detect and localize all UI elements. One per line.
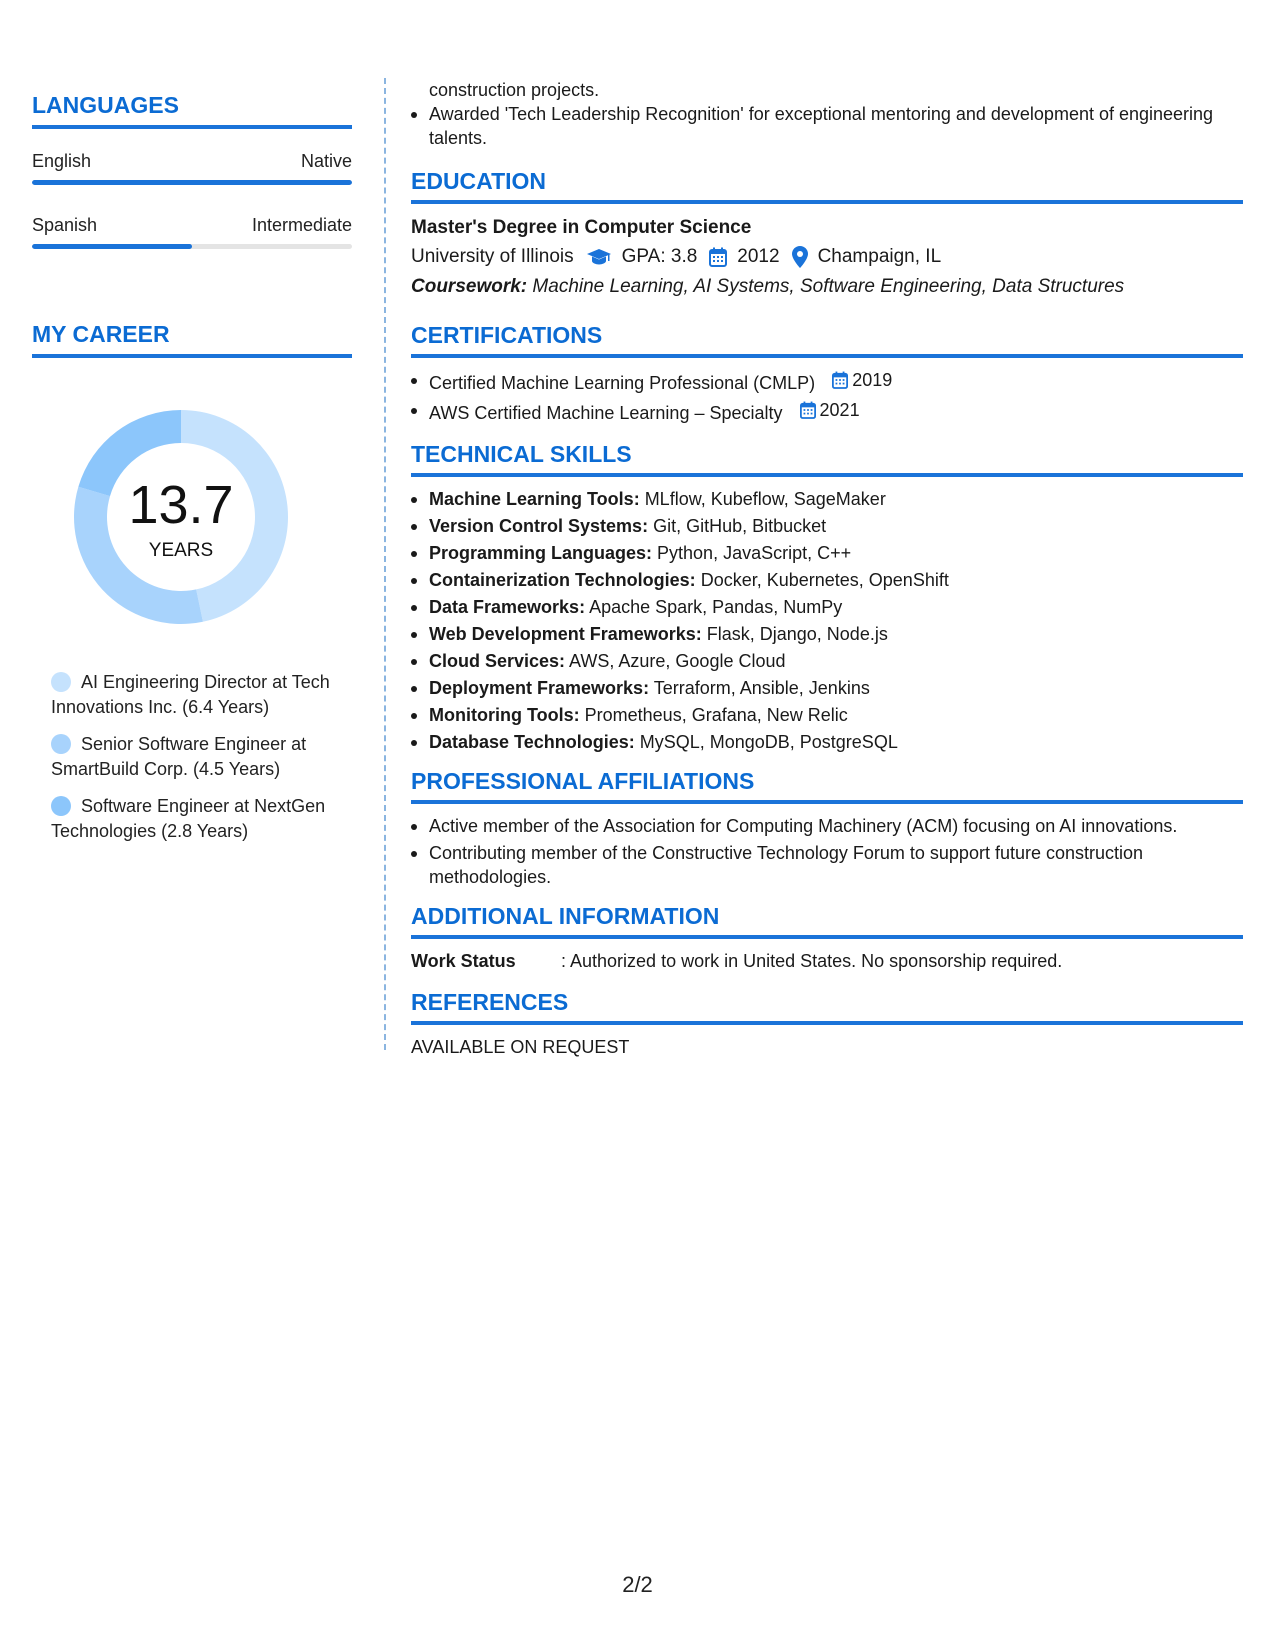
- main-content: [411, 78, 1243, 1059]
- legend-item: [51, 794, 341, 844]
- skill-values: Docker, Kubernetes, OpenShift: [695, 570, 949, 590]
- language-proficiency-fill: [32, 244, 192, 249]
- skill-values: Terraform, Ansible, Jenkins: [649, 678, 870, 698]
- skill-values: Prometheus, Grafana, New Relic: [579, 705, 848, 725]
- gpa: GPA: 3.8: [621, 246, 698, 267]
- skill-values: Git, GitHub, Bitbucket: [648, 516, 827, 536]
- column-divider: [384, 78, 386, 1050]
- calendar-icon: [709, 247, 727, 267]
- skill-category: Cloud Services:: [429, 651, 566, 671]
- affiliations-heading: PROFESSIONAL AFFILIATIONS: [411, 768, 1243, 804]
- language-proficiency-bar: [32, 180, 352, 185]
- coursework-label: Coursework:: [411, 276, 528, 297]
- career-legend: [51, 670, 341, 844]
- skills-heading: TECHNICAL SKILLS: [411, 441, 1243, 477]
- affiliations-list: [411, 814, 1243, 889]
- work-status-value: : Authorized to work in United States. No sponsorship required.: [561, 951, 1063, 971]
- career-donut-chart: [66, 402, 296, 632]
- career-heading: MY CAREER: [32, 321, 352, 358]
- language-level: Native: [300, 151, 352, 171]
- skill-item: [411, 622, 1243, 646]
- language-proficiency-bar: [32, 244, 352, 249]
- career-years-label: YEARS: [148, 540, 214, 561]
- school-name: University of Illinois: [411, 246, 574, 267]
- certification-year: 2021: [819, 400, 860, 420]
- work-status-label: Work Status: [411, 951, 516, 971]
- legend-dot: [51, 672, 71, 692]
- skill-values: MLflow, Kubeflow, SageMaker: [639, 489, 886, 509]
- sidebar: [32, 92, 352, 856]
- graduation-cap-icon: [586, 248, 612, 266]
- skill-values: Python, JavaScript, C++: [652, 543, 852, 563]
- language-name: English: [32, 151, 92, 171]
- skill-item: [411, 568, 1243, 592]
- references-text: AVAILABLE ON REQUEST: [411, 1037, 630, 1057]
- education-heading: EDUCATION: [411, 168, 1243, 204]
- legend-dot: [51, 734, 71, 754]
- skill-category: Data Frameworks:: [429, 597, 586, 617]
- skill-values: Flask, Django, Node.js: [701, 624, 888, 644]
- skill-category: Version Control Systems:: [429, 516, 649, 536]
- education-entry: [411, 214, 1243, 302]
- skill-category: Web Development Frameworks:: [429, 624, 702, 644]
- certification-year: 2019: [852, 370, 893, 390]
- skill-values: AWS, Azure, Google Cloud: [565, 651, 786, 671]
- skill-category: Monitoring Tools:: [429, 705, 580, 725]
- coursework: [411, 272, 1243, 302]
- skill-category: Programming Languages:: [429, 543, 653, 563]
- certification-item: [411, 398, 1243, 425]
- legend-label: AI Engineering Director at Tech Innovations Inc. (6.4 Years): [51, 672, 330, 717]
- languages-heading: LANGUAGES: [32, 92, 352, 129]
- certifications-heading: CERTIFICATIONS: [411, 322, 1243, 358]
- language-level: Intermediate: [251, 215, 352, 235]
- certification-item: [411, 368, 1243, 395]
- calendar-icon: [832, 371, 848, 389]
- language-item: [32, 215, 352, 249]
- page-number: 2/2: [622, 1572, 653, 1597]
- school-location: Champaign, IL: [817, 246, 942, 267]
- skill-category: Containerization Technologies:: [429, 570, 696, 590]
- continued-text: construction projects.: [429, 80, 600, 100]
- skills-list: [411, 487, 1243, 754]
- skill-category: Database Technologies:: [429, 732, 635, 752]
- graduation-year: 2012: [737, 246, 780, 267]
- certification-name: Certified Machine Learning Professional (CMLP): [429, 373, 816, 393]
- references-heading: REFERENCES: [411, 989, 1243, 1025]
- skill-item: [411, 541, 1243, 565]
- location-pin-icon: [792, 246, 808, 268]
- legend-item: [51, 670, 341, 720]
- skill-item: [411, 649, 1243, 673]
- career-total-years: 13.7: [128, 475, 234, 535]
- legend-dot: [51, 796, 71, 816]
- career-section: [32, 321, 352, 844]
- language-name: Spanish: [32, 215, 98, 235]
- skill-values: MySQL, MongoDB, PostgreSQL: [634, 732, 898, 752]
- work-status: [411, 949, 1243, 973]
- legend-label: Software Engineer at NextGen Technologies (2.8 Years): [51, 796, 326, 841]
- skill-item: [411, 487, 1243, 511]
- skill-item: [411, 514, 1243, 538]
- skill-category: Machine Learning Tools:: [429, 489, 640, 509]
- affiliation-item: Active member of the Association for Computing Machinery (ACM) focusing on AI innovations.: [411, 814, 1243, 838]
- skill-item: [411, 730, 1243, 754]
- calendar-icon: [800, 401, 816, 419]
- language-item: [32, 151, 352, 185]
- skill-item: [411, 676, 1243, 700]
- degree-title: Master's Degree in Computer Science: [411, 217, 752, 238]
- skill-item: [411, 703, 1243, 727]
- experience-bullet: Awarded 'Tech Leadership Recognition' for exceptional mentoring and development of engineering talents.: [411, 102, 1243, 150]
- legend-item: [51, 732, 341, 782]
- experience-continued: [411, 78, 1243, 150]
- legend-label: Senior Software Engineer at SmartBuild Corp. (4.5 Years): [51, 734, 307, 779]
- coursework-list: Machine Learning, AI Systems, Software Engineering, Data Structures: [527, 276, 1125, 297]
- additional-info-heading: ADDITIONAL INFORMATION: [411, 903, 1243, 939]
- affiliation-item: Contributing member of the Constructive Technology Forum to support future construction methodologies.: [411, 841, 1243, 889]
- certifications-list: [411, 368, 1243, 425]
- skill-item: [411, 595, 1243, 619]
- certification-name: AWS Certified Machine Learning – Specialty: [429, 403, 783, 423]
- skill-values: Apache Spark, Pandas, NumPy: [585, 597, 843, 617]
- skill-category: Deployment Frameworks:: [429, 678, 650, 698]
- language-proficiency-fill: [32, 180, 352, 185]
